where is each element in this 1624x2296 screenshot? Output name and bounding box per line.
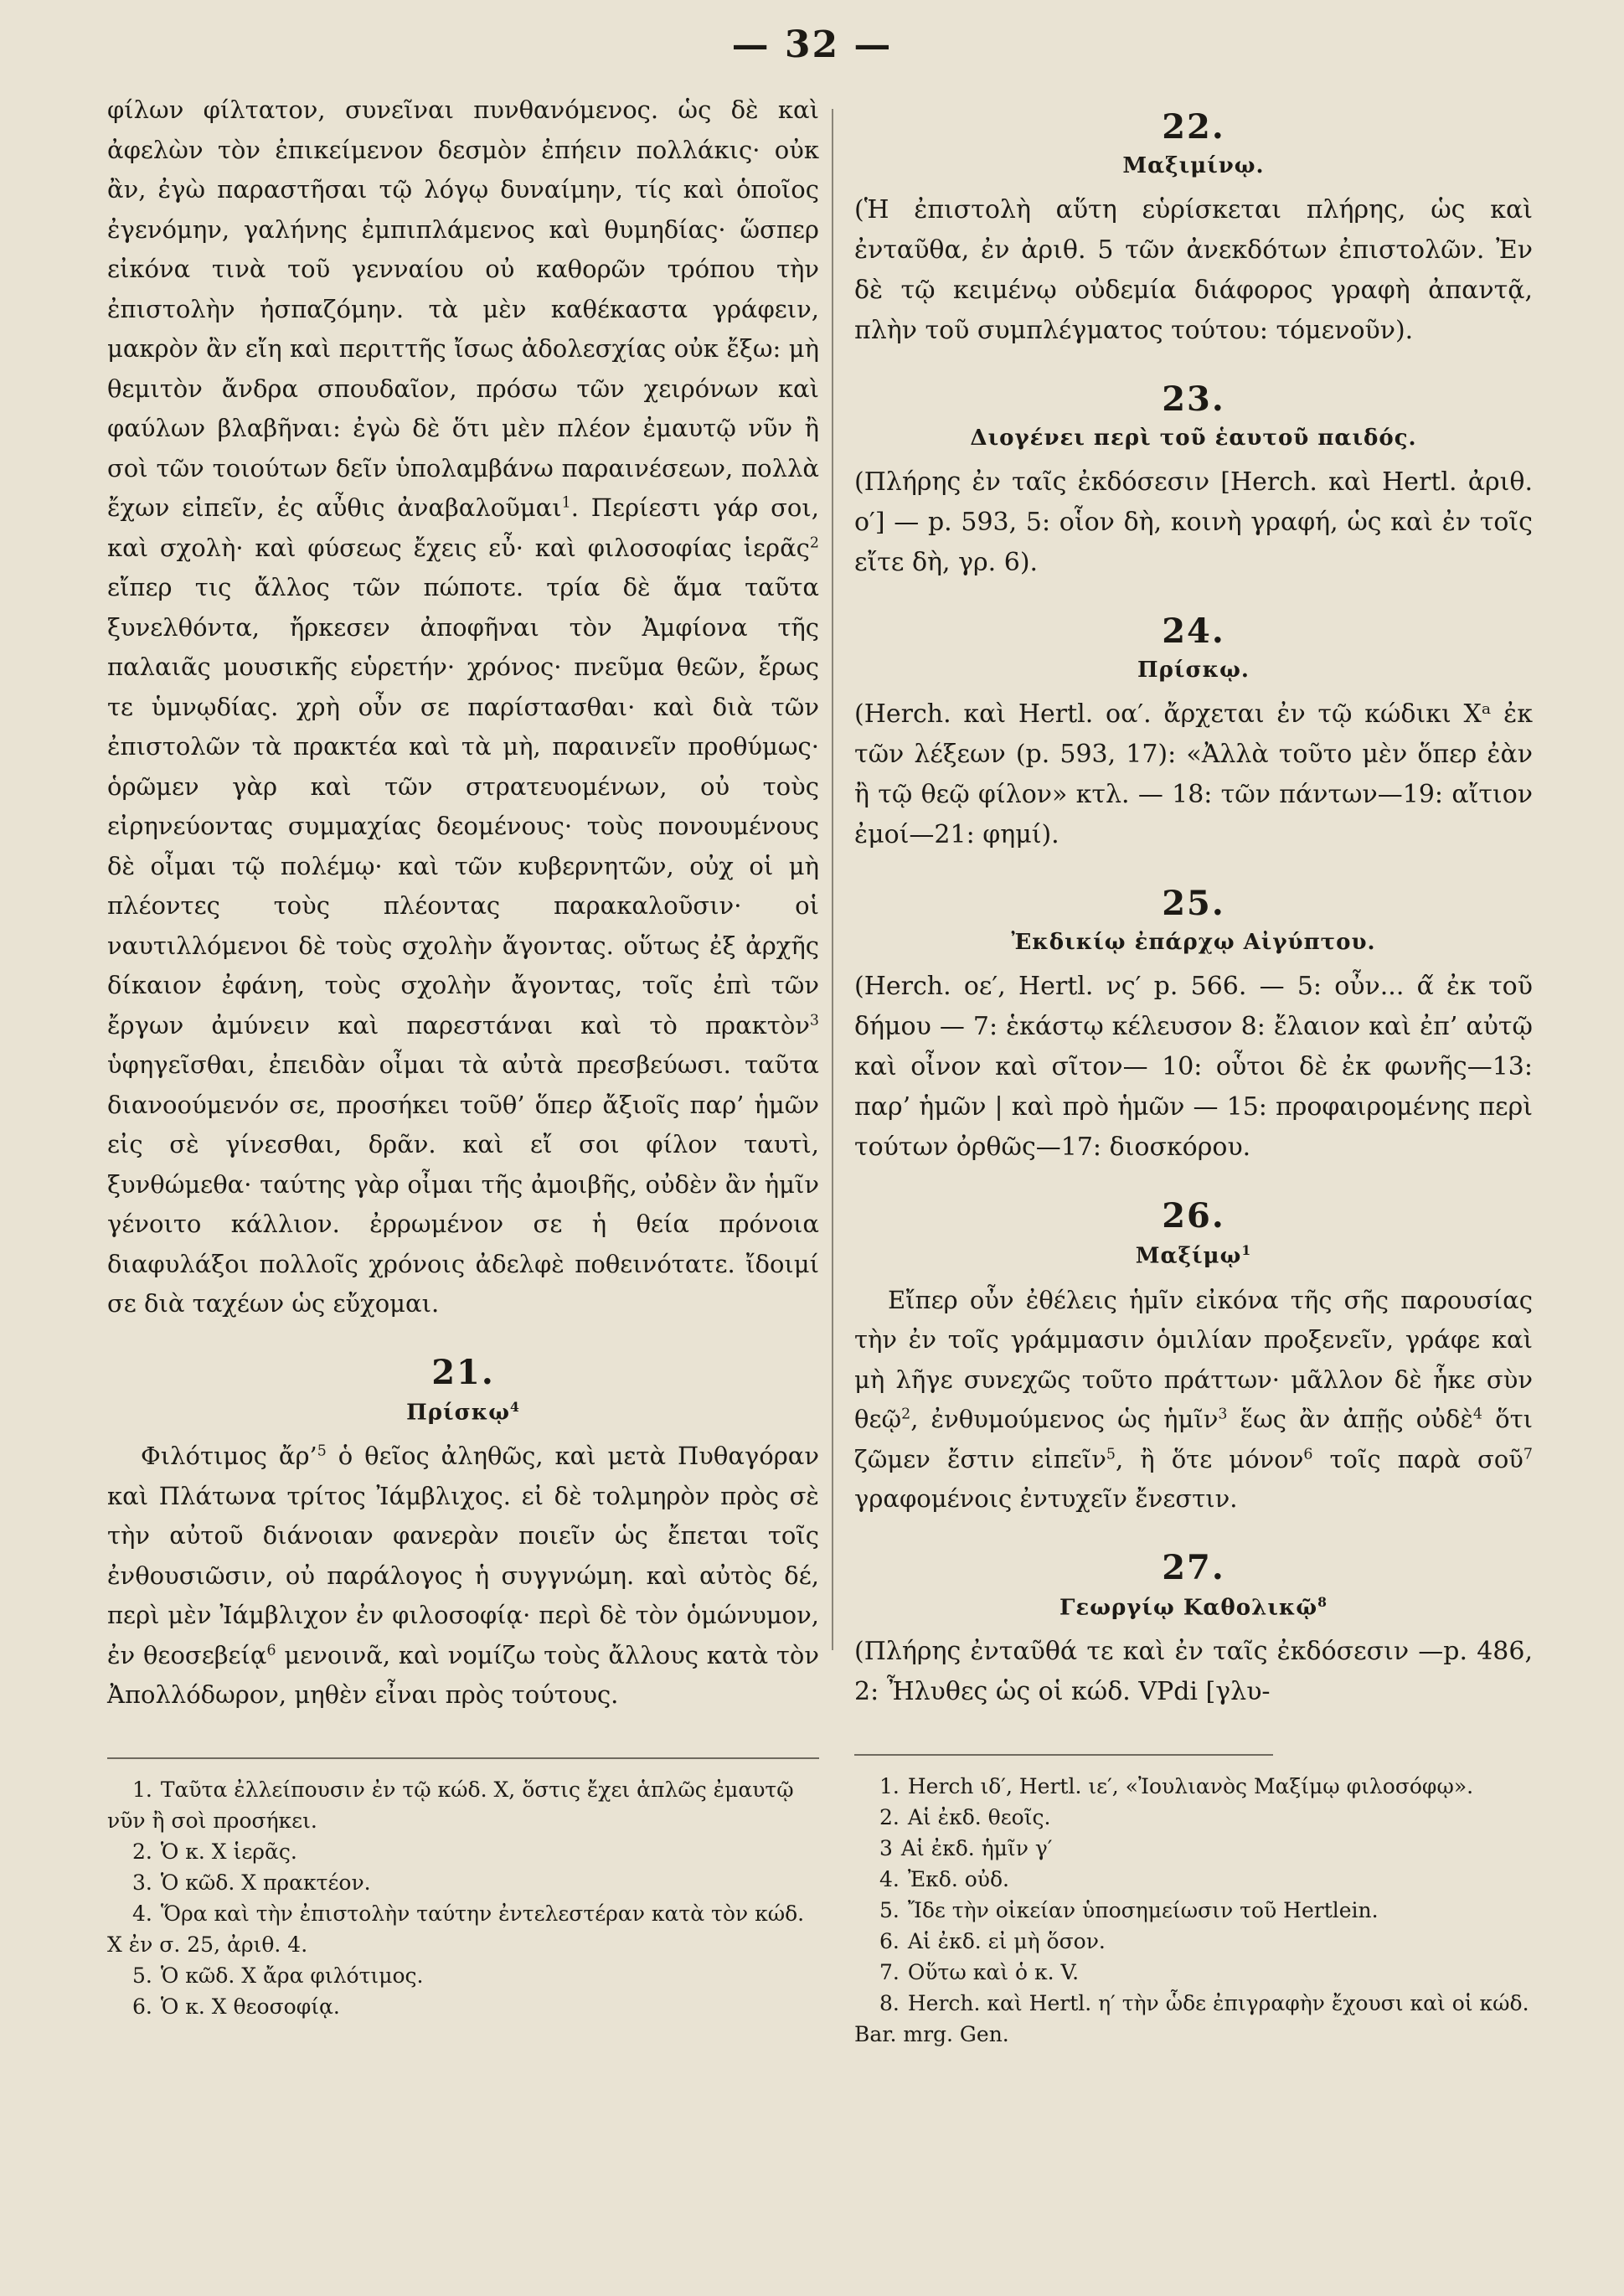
section-number: 24. [1162,611,1225,651]
footnote [854,1957,1533,1988]
section-title [107,1399,819,1426]
footnote-ref: 4 [1472,1406,1482,1423]
section-title-text: Γεωργίῳ Καθολικῷ [1059,1595,1318,1621]
text-run: μενοινᾶ, καὶ νομίζω τοὺς ἄλλους κατὰ τὸν Ἀπολλόδωρον, μηθὲν εἶναι πρὸς τούτους. [107,1640,820,1710]
section-title [854,1242,1533,1269]
text-run: φίλων φίλτατον, συνεῖναι πυνθανόμενος. ὡς δὲ καὶ ἀφελὼν τὸν ἐπικείμενον δεσμὸν ἐπήειν πολλάκις· οὐκ ἂν, ἐγὼ παραστῆσαι τῷ λόγῳ δυναίμην, τίς καὶ ὁποῖος ἐγενόμην, γαλήνης ἐμπιπλάμενος καὶ θυμηδίας· ὥσπερ εἰκόνα τινὰ τοῦ γενναίου οὐ καθορῶν τρόπου τὴν ἐπιστολὴν ἠσπαζόμην. τὰ μὲν καθέκαστα γράφειν, μακρὸν ἂν εἴη καὶ περιττῆς ἴσως ἀδολεσχίας οὐκ ἔξω: μὴ θεμιτὸν ἄνδρα σπουδαῖον, πρόσω τῶν χειρόνων καὶ φαύλων βλαβῆναι: ἐγὼ δὲ ὅτι μὲν πλέον ἐμαυτῷ νῦν ἢ σοὶ τῶν τοιούτων δεῖν ὑπολαμβάνω παραινέσεων, πολλὰ ἔχων εἰπεῖν, ἐς αὖθις ἀναβαλοῦμαι [107,95,819,522]
text-run: Φιλότιμος ἄρ’ [141,1442,317,1471]
text-run: ἕως ἂν ἀπῇς οὐδὲ [1227,1405,1473,1434]
footnote [854,1895,1533,1926]
footnote-ref: 1 [561,494,571,512]
editorial-note: (Πλήρης ἐν ταῖς ἐκδόσεσιν [Herch. καὶ Hertl. ἀριθ. ο′] — p. 593, 5: οἷον δὴ, κοινὴ γραφή, ὡς καὶ ἐν τοῖς εἴτε δὴ, γρ. 6). [854,467,1533,577]
footnote [107,1836,819,1867]
section-title [854,1594,1533,1621]
footnote [107,1991,819,2022]
footnote-text: Ταῦτα ἐλλείπουσιν ἐν τῷ κώδ. X, ὅστις ἔχει ἁπλῶς ἐμαυτῷ νῦν ἢ σοὶ προσήκει. [107,1777,794,1833]
footnote-ref: 6 [266,1642,276,1659]
text-run: ὅτι ζῶμεν ἔστιν εἰπεῖν [854,1405,1533,1473]
section-title-text: Πρίσκῳ [406,1400,510,1426]
footnote-ref: 8 [1317,1593,1328,1610]
footnote-text: Herch. καὶ Hertl. η′ τὴν ὧδε ἐπιγραφὴν ἔχουσι καὶ οἱ κώδ. Bar. mrg. Gen. [854,1991,1529,2047]
footnote-number: 2. [132,1839,152,1864]
text-run: Εἴπερ οὖν ἐθέλεις ἡμῖν εἰκόνα τῆς σῆς παρουσίας τὴν ἐν τοῖς γράμμασιν ὁμιλίαν προξενεῖν, γράφε καὶ μὴ λῆγε συνεχῶς τοῦτο πράττων· μᾶλλον δὲ ἧκε σὺν θεῷ [854,1285,1533,1434]
text-run: γραφομένοις ἐντυχεῖν ἔνεστιν. [854,1484,1238,1514]
editorial-note: (Herch. οε′, Hertl. νς′ p. 566. — 5: οὖν... α᷉ ἐκ τοῦ δήμου — 7: ἑκάστῳ κέλευσον 8: ἔλαιον καὶ ἐπ’ αὐτῷ καὶ οἶνον καὶ σῖτον— 10: οὗτοι δὲ ἐκ φωνῆς—13: παρ’ ἡμῶν | καὶ πρὸ ἡμῶν — 15: προφαιρομένης περὶ τούτων ὀρθῶς—17: διοσκόρου. [854,972,1533,1162]
footnote-text: Ὁ κ. X θεοσοφίᾳ. [160,1994,340,2019]
section-number: 25. [1162,884,1225,923]
letter-continuation [107,90,819,1324]
footnote-text: Ὁ κ. X ἱερᾶς. [160,1839,297,1864]
footnote-ref: 2 [901,1406,911,1423]
footnote [854,1833,1533,1864]
text-run: ὑφηγεῖσθαι, ἐπειδὰν οἶμαι τὰ αὐτὰ πρεσβεύωσι. ταῦτα διανοούμενόν σε, προσήκει τοῦθ’ ὅπερ ἄξιοῖς παρ’ ἡμῶν εἰς σὲ γίνεσθαι, δρᾶν. καὶ εἴ σοι φίλον ταυτὶ, ξυνθώμεθα· ταύτης γὰρ οἶμαι τῆς ἀμοιβῆς, οὐδὲν ἂν ἡμῖν γένοιτο κάλλιον. ἐρρωμένον σε ἡ θεία πρόνοια διαφυλάξοι πολλοῖς χρόνοις ἀδελφὲ ποθεινότατε. ἴδοιμί σε διὰ ταχέων ὡς εὔχομαι. [107,1050,819,1318]
footnote-number: 5. [132,1963,152,1988]
column-divider [832,109,833,1650]
footnote [854,1926,1533,1957]
editorial-note: (Herch. καὶ Hertl. οα′. ἄρχεται ἐν τῷ κώδικι Xᵃ ἐκ τῶν λέξεων (p. 593, 17): «Ἀλλὰ τοῦτο μὲν ὅπερ ἐὰν ἢ τῷ θεῷ φίλον» κτλ. — 18: τῶν πάντων—19: αἴτιον ἐμοί—21: φημί). [854,699,1533,849]
footnote [107,1898,819,1960]
footnote-number: 6. [879,1929,900,1954]
footnote [854,1771,1533,1802]
section-number: 22. [1162,107,1225,147]
footnote-ref: 3 [809,1011,819,1029]
section-title: Διογένει περὶ τοῦ ἑαυτοῦ παιδός. [970,426,1417,451]
footnote-ref: 2 [809,534,819,551]
section-number: 23. [1162,379,1225,419]
footnote-number: 4. [879,1867,900,1892]
section-title: Ἐκδικίῳ ἐπάρχῳ Αἰγύπτου. [1011,930,1376,955]
text-run: τοῖς παρὰ σοῦ [1312,1444,1523,1473]
footnote-ref: 3 [1218,1406,1228,1423]
footnote-number: 3. [132,1870,152,1895]
footnote-text: Αἱ ἐκδ. θεοῖς. [907,1805,1051,1830]
footnote [107,1774,819,1836]
footnote-text: Οὕτω καὶ ὁ κ. V. [907,1960,1080,1985]
footnote-ref: 5 [1106,1446,1116,1463]
letter-text [854,1281,1533,1519]
section-number: 21. [431,1352,495,1392]
footnote-number: 6. [132,1994,152,2019]
footnote-text: Ὁ κῶδ. X πρακτέον. [160,1870,371,1895]
footnote [854,1864,1533,1895]
footnote-number: 3 [879,1836,893,1861]
text-run: ὁ θεῖος ἀληθῶς, καὶ μετὰ Πυθαγόραν καὶ Πλάτωνα τρίτος Ἰάμβλιχος. εἰ δὲ τολμηρὸν πρὸς σὲ τὴν αὐτοῦ διάνοιαν φανερὰν ποιεῖν ὡς ἔπεται τοῖς ἐνθουσιῶσιν, οὐ παράλογος ἡ συγγνώμη. καὶ αὐτὸς δέ, περὶ μὲν Ἰάμβλιχον ἐν φιλοσοφίᾳ· περὶ δὲ τὸν ὁμώνυμον, ἐν θεοσεβείᾳ [107,1442,819,1669]
footnote [854,1988,1533,2050]
footnote-number: 5. [879,1898,900,1923]
footnote-number: 8. [879,1991,900,2016]
footnote-number: 4. [132,1901,152,1926]
footnote-number: 7. [879,1960,900,1985]
footnote-ref: 1 [1241,1242,1252,1258]
right-column [854,90,1533,2050]
footnotes [107,1774,819,2022]
footnote [107,1867,819,1898]
text-run: , ἐνθυμούμενος ὡς ἡμῖν [910,1405,1219,1434]
section-title-text: Μαξίμῳ [1135,1243,1242,1269]
section-number: 26. [1162,1196,1225,1236]
text-run: , ἢ ὅτε μόνον [1115,1444,1304,1473]
editorial-note: (Ἡ ἐπιστολὴ αὕτη εὑρίσκεται πλήρης, ὡς καὶ ἐνταῦθα, ἐν ἀριθ. 5 τῶν ἀνεκδότων ἐπιστολῶν. Ἐν δὲ τῷ κειμένῳ οὐδεμία διάφορος γραφὴ ἀπαντᾷ, πλὴν τοῦ συμπλέγματος τούτου: τόμενοῦν). [854,195,1533,345]
footnote-number: 2. [879,1805,900,1830]
footnote-ref: 5 [317,1442,327,1460]
left-column [107,90,819,2022]
footnote-text: Herch ιδ′, Hertl. ιε′, «Ἰουλιανὸς Μαξίμῳ φιλοσόφῳ». [907,1774,1474,1799]
footnotes [854,1771,1533,2050]
section-title: Μαξιμίνῳ. [1122,153,1265,178]
footnote [854,1802,1533,1833]
text-run: . Περίεστι γάρ σοι, καὶ σχολὴ· καὶ φύσεως ἔχεις εὖ· καὶ φιλοσοφίας ἱερᾶς [107,493,819,562]
letter-text [107,1437,819,1716]
editorial-note: (Πλήρης ἐνταῦθά τε καὶ ἐν ταῖς ἐκδόσεσιν —p. 486, 2: Ἦλυθες ὡς οἱ κώδ. VPdi [γλυ- [854,1637,1533,1707]
footnote [107,1960,819,1991]
footnote-text: Ὅρα καὶ τὴν ἐπιστολὴν ταύτην ἐντελεστέραν κατὰ τὸν κώδ. X ἐν σ. 25, ἀριθ. 4. [107,1901,805,1957]
footnote-number: 1. [132,1777,152,1802]
footnote-text: Αἱ ἐκδ. εἰ μὴ ὅσον. [907,1929,1106,1954]
footnote-number: 1. [879,1774,900,1799]
footnote-ref: 4 [509,1398,520,1415]
footnote-rule [854,1754,1273,1756]
section-number: 27. [1162,1547,1225,1587]
footnote-text: Ἐκδ. οὐδ. [907,1867,1010,1892]
footnote-ref: 7 [1523,1446,1533,1463]
footnote-text: Αἱ ἐκδ. ἡμῖν γ′ [900,1836,1053,1861]
footnote-ref: 6 [1303,1446,1313,1463]
text-run: εἴπερ τις ἄλλος τῶν πώποτε. τρία δὲ ἅμα ταῦτα ξυνελθόντα, ἤρκεσεν ἀποφῆναι τὸν Ἀμφίονα τῆς παλαιᾶς μουσικῆς εὑρετήν· χρόνος· πνεῦμα θεῶν, ἔρως τε ὑμνῳδίας. χρὴ οὖν σε παρίστασθαι· καὶ διὰ τῶν ἐπιστολῶν τὰ πρακτέα καὶ τὰ μὴ, παραινεῖν προθύμως· ὁρῶμεν γὰρ καὶ τῶν στρατευομένων, οὐ τοὺς εἰρηνεύοντας συμμαχίας δεομένους· τοὺς πονουμένους δὲ οἶμαι τῷ πολέμῳ· καὶ τῶν κυβερνητῶν, οὐχ οἱ μὴ πλέοντες τοὺς πλέοντας παρακαλοῦσιν· οἱ ναυτιλλόμενοι δὲ τοὺς σχολὴν ἄγοντας. οὕτως ἐξ ἀρχῆς δίκαιον ἐφάνη, τοὺς σχολὴν ἄγοντας, τοῖς ἐπὶ τῶν ἔργων ἀμύνειν καὶ παρεστάναι καὶ τὸ πρακτὸν [107,573,819,1040]
footnote-text: Ὁ κῶδ. X ἄρα φιλότιμος. [160,1963,424,1988]
page-number: — 32 — [731,23,893,66]
footnote-text: Ἴδε τὴν οἰκείαν ὑποσημείωσιν τοῦ Hertlein. [907,1898,1379,1923]
section-title: Πρίσκῳ. [1137,658,1250,683]
footnote-rule [107,1757,819,1759]
